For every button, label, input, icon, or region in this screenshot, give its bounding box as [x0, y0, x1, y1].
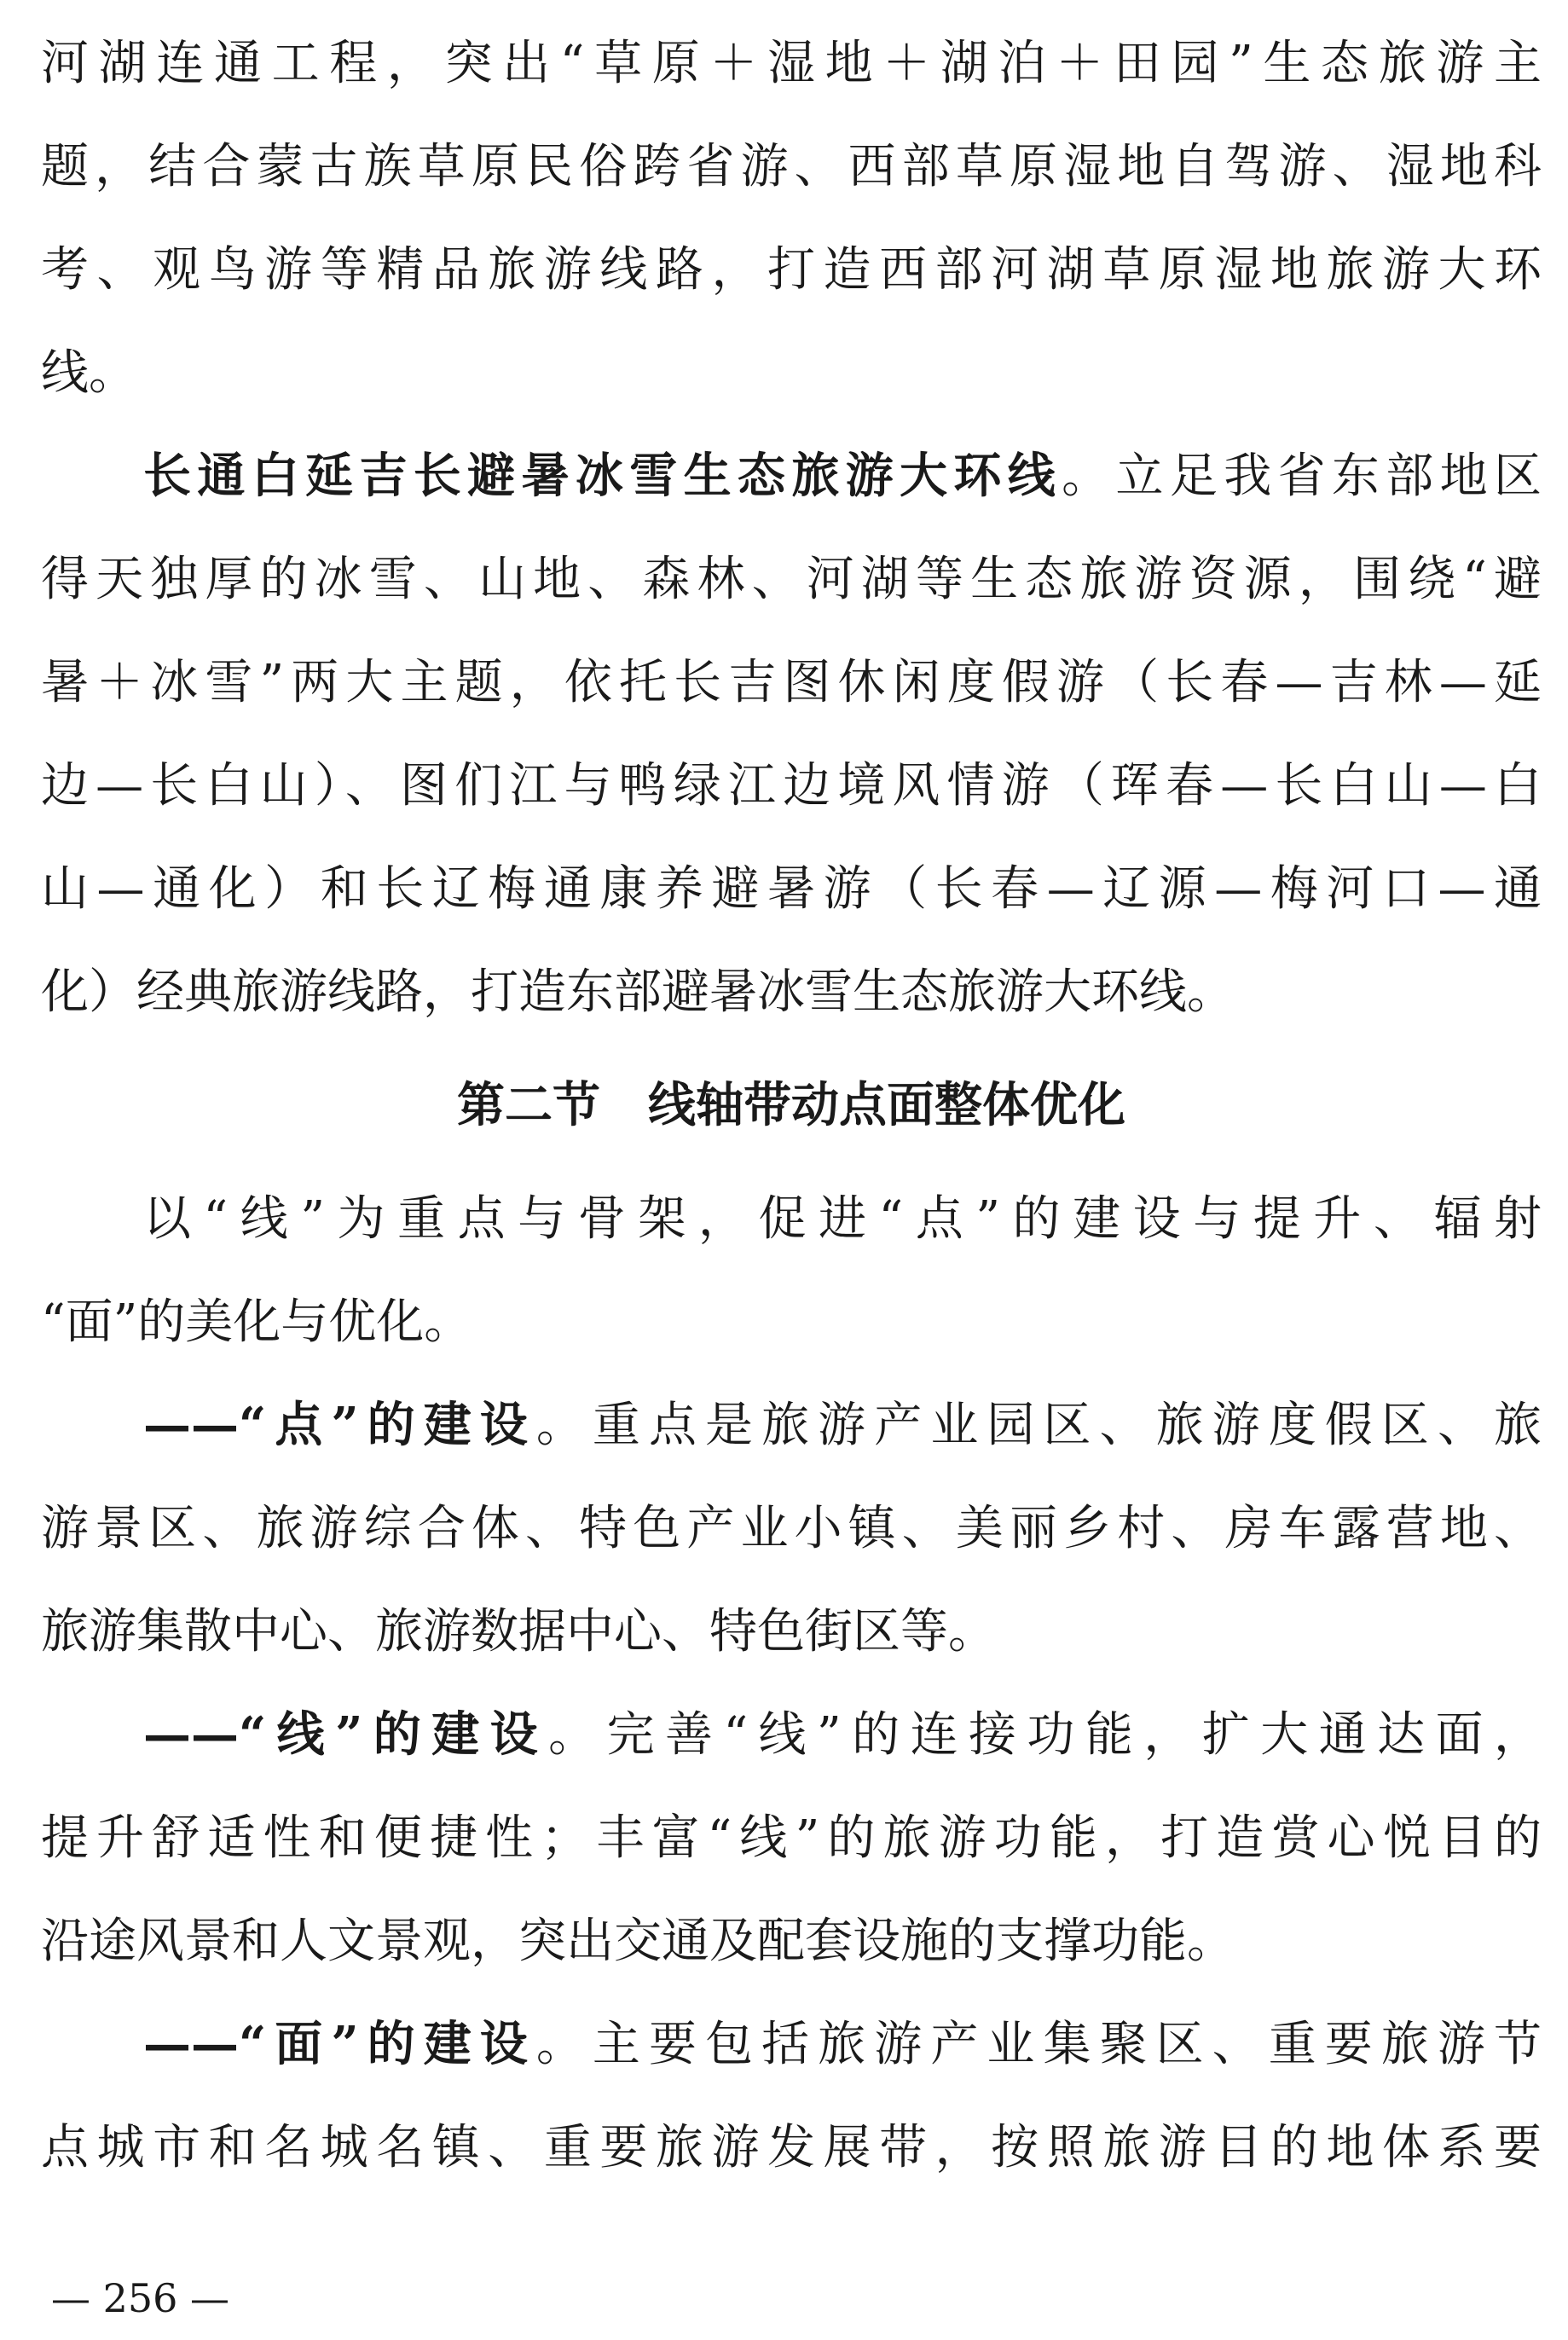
text-line: 河湖连通工程，突出“草原＋湿地＋湖泊＋田园”生态旅游主 [41, 36, 1542, 91]
paragraph-west-loop-continued [41, 12, 1542, 425]
text-line: 点城市和名城名镇、重要旅游发展带，按照旅游目的地体系要 [41, 2120, 1542, 2175]
paragraph-east-loop [41, 425, 1542, 1044]
section-title: 第二节 线轴带动点面整体优化 [457, 1077, 1125, 1133]
text-span: 。立足我省东部地区 [1062, 449, 1542, 504]
paragraph-heading: 长通白延吉长避暑冰雪生态旅游大环线 [143, 448, 1062, 504]
text-span: 。主要包括旅游产业集聚区、重要旅游节 [535, 2017, 1542, 2072]
text-line: 线。 [41, 345, 136, 401]
text-line: 提升舒适性和便捷性；丰富“线”的旅游功能，打造赏心悦目的 [41, 1810, 1542, 1866]
text-line: 得天独厚的冰雪、山地、森林、河湖等生态旅游资源，围绕“避 [41, 552, 1542, 607]
text-line: 游景区、旅游综合体、特色产业小镇、美丽乡村、房车露营地、 [41, 1501, 1542, 1556]
text-line: 沿途风景和人文景观，突出交通及配套设施的支撑功能。 [41, 1914, 1235, 1969]
text-line [41, 1993, 1542, 2096]
text-line: “面”的美化与优化。 [41, 1295, 472, 1350]
paragraph-heading: ——“面”的建设 [143, 2016, 536, 2072]
text-line: 旅游集散中心、旅游数据中心、特色街区等。 [41, 1604, 996, 1659]
text-line: 化）经典旅游线路，打造东部避暑冰雪生态旅游大环线。 [41, 964, 1235, 1020]
text-line: 以“线”为重点与骨架，促进“点”的建设与提升、辐射 [143, 1191, 1542, 1247]
text-line: 山—通化）和长辽梅通康养避暑游（长春—辽源—梅河口—通 [41, 861, 1542, 917]
paragraph-heading: ——“点”的建设 [143, 1397, 536, 1453]
paragraph-point-construction [41, 1374, 1542, 1683]
page-number: — 256 — [51, 2275, 230, 2321]
text-line: 边—长白山）、图们江与鸭绿江边境风情游（珲春—长白山—白 [41, 758, 1542, 814]
text-line: 题，结合蒙古族草原民俗跨省游、西部草原湿地自驾游、湿地科 [41, 139, 1542, 194]
text-span: 。完善“线”的连接功能，扩大通达面， [548, 1707, 1542, 1763]
paragraph-line-construction [41, 1683, 1542, 1993]
text-line [41, 1374, 1542, 1477]
paragraph-intro [41, 1167, 1542, 1374]
document-page [41, 12, 1542, 2199]
text-line [41, 1683, 1542, 1787]
text-line: 暑＋冰雪”两大主题，依托长吉图休闲度假游（长春—吉林—延 [41, 655, 1542, 710]
paragraph-heading: ——“线”的建设 [143, 1706, 549, 1763]
text-line: 考、观鸟游等精品旅游线路，打造西部河湖草原湿地旅游大环 [41, 242, 1542, 298]
paragraph-area-construction [41, 1993, 1542, 2199]
text-span: 。重点是旅游产业园区、旅游度假区、旅 [535, 1398, 1542, 1453]
text-line [41, 425, 1542, 528]
